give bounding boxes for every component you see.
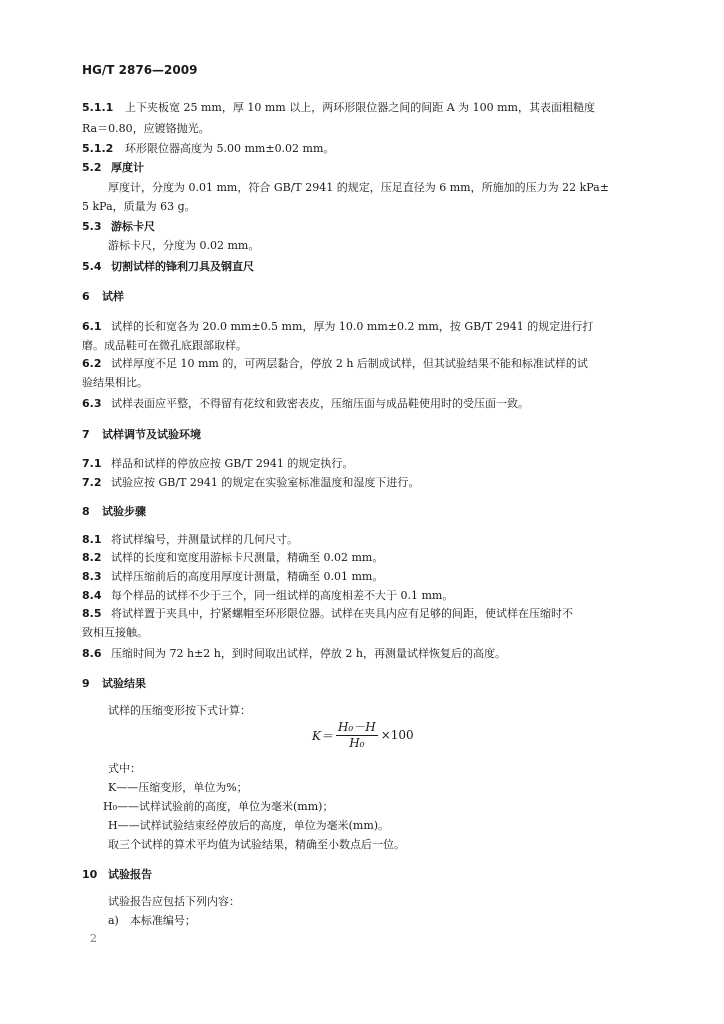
clause-number: 8.5 [82,607,102,620]
clause-number: 5.4 [82,260,102,273]
section-title: 试样 [102,290,124,303]
clause-text: 将试样编号，并测量试样的几何尺寸。 [111,533,298,546]
clause-text: 游标卡尺，分度为 0.02 mm。 [108,239,260,252]
section-title: 试验报告 [108,868,152,881]
clause-text: 5 kPa，质量为 63 g。 [82,200,196,213]
where-label: 式中： [108,762,141,775]
clause-text: 试样压缩前后的高度用厚度计测量，精确至 0.01 mm。 [111,570,384,583]
variable-h: H——试样试验结束经停放后的高度，单位为毫米(mm)。 [108,819,390,832]
clause-text: 试样表面应平整，不得留有花纹和致密表皮，压缩压面与成品鞋使用时的受压面一致。 [111,397,529,410]
clause-number: 8.2 [82,551,102,564]
clause-text: Ra＝0.80，应镀铬抛光。 [82,122,210,135]
clause-text: 试样的长度和宽度用游标卡尺测量，精确至 0.02 mm。 [111,551,384,564]
clause-text: 样品和试样的停放应按 GB/T 2941 的规定执行。 [111,457,354,470]
clause-text: 每个样品的试样不少于三个，同一组试样的高度相差不大于 0.1 mm。 [111,589,454,602]
formula-denominator: H₀ [349,735,365,750]
clause-text: 环形限位器高度为 5.00 mm±0.02 mm。 [125,142,335,155]
clause-title: 切割试样的锋利刀具及钢直尺 [111,260,254,273]
formula-lhs: K＝ [312,728,333,743]
clause-number: 5.1.2 [82,142,114,155]
clause-text: 厚度计，分度为 0.01 mm，符合 GB/T 2941 的规定，压足直径为 6 mm，所施加的压力为 22 kPa± [108,181,609,194]
section-number: 6 [82,290,90,303]
compression-formula [312,715,414,755]
clause-text: 将试样置于夹具中，拧紧螺帽至环形限位器。试样在夹具内应有足够的间距，使试样在压缩时不 [111,607,573,620]
clause-number: 6.3 [82,397,102,410]
section-number: 9 [82,677,90,690]
report-intro: 试验报告应包括下列内容： [108,895,240,908]
clause-text: 试样的长和宽各为 20.0 mm±0.5 mm，厚为 10.0 mm±0.2 mm，按 GB/T 2941 的规定进行打 [111,320,594,333]
clause-text: 磨。成品鞋可在微孔底跟部取样。 [82,339,247,352]
clause-text: 致相互接触。 [82,626,148,639]
formula-fraction [336,720,378,751]
clause-text: 验结果相比。 [82,376,148,389]
clause-number: 6.1 [82,320,102,333]
formula-intro: 试样的压缩变形按下式计算： [108,704,251,717]
clause-title: 游标卡尺 [111,220,155,233]
clause-number: 5.3 [82,220,102,233]
clause-number: 8.6 [82,647,102,660]
section-number: 10 [82,868,98,881]
clause-text: 压缩时间为 72 h±2 h，到时间取出试样，停放 2 h，再测量试样恢复后的高度。 [111,647,506,660]
report-item-a: a) 本标准编号； [108,914,196,927]
formula-numerator: H₀－H [337,719,376,734]
clause-text: 试样厚度不足 10 mm 的，可两层黏合，停放 2 h 后制成试样，但其试验结果不能和标准试样的试 [111,357,588,370]
section-title: 试样调节及试验环境 [102,428,201,441]
section-title: 试验步骤 [102,505,146,518]
section-title: 试验结果 [102,677,146,690]
section-number: 7 [82,428,90,441]
clause-number: 7.2 [82,476,102,489]
formula-rhs: ×100 [380,728,414,742]
result-averaging: 取三个试样的算术平均值为试验结果，精确至小数点后一位。 [108,838,405,851]
clause-text: 上下夹板宽 25 mm，厚 10 mm 以上，两环形限位器之间的间距 A 为 100 mm，其表面粗糙度 [125,101,595,114]
clause-number: 8.3 [82,570,102,583]
clause-text: 试验应按 GB/T 2941 的规定在实验室标准温度和湿度下进行。 [111,476,420,489]
clause-number: 5.2 [82,161,102,174]
section-number: 8 [82,505,90,518]
variable-k: K——压缩变形，单位为%； [108,781,248,794]
clause-number: 5.1.1 [82,101,114,114]
clause-title: 厚度计 [111,161,144,174]
variable-h0: H₀——试样试验前的高度，单位为毫米(mm)； [103,800,334,813]
page-number: 2 [90,932,97,945]
clause-number: 6.2 [82,357,102,370]
clause-number: 7.1 [82,457,102,470]
standard-header: HG/T 2876—2009 [82,63,198,77]
clause-number: 8.1 [82,533,102,546]
clause-number: 8.4 [82,589,102,602]
